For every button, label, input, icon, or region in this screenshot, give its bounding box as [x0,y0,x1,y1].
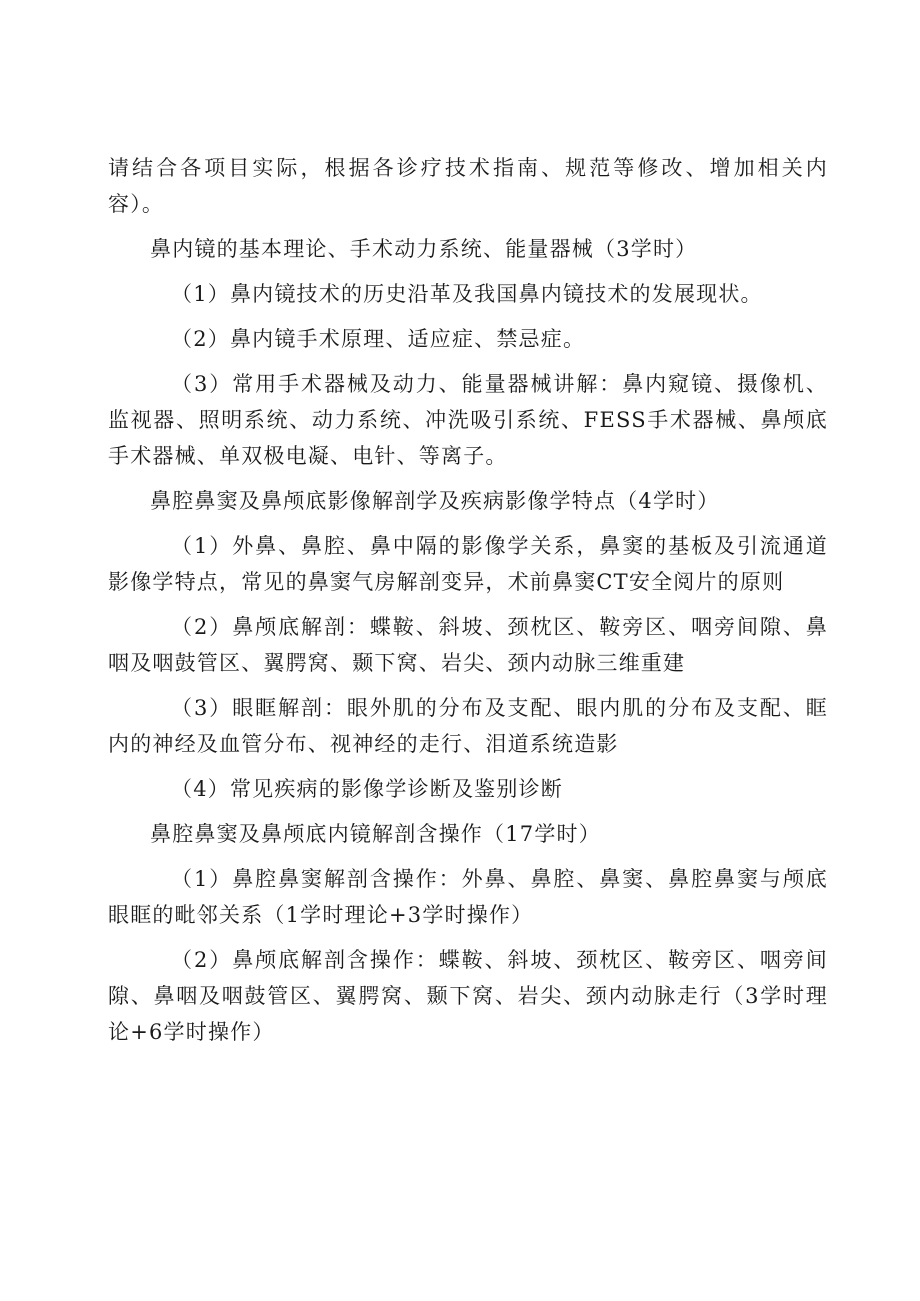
intro-continuation: 请结合各项目实际，根据各诊疗技术指南、规范等修改、增加相关内容）。 [108,156,828,216]
list-item: （4）常见疾病的影像学诊断及鉴别诊断 [171,777,563,801]
list-item: （2）鼻内镜手术原理、适应症、禁忌症。 [171,327,586,351]
list-item: （2）鼻颅底解剖含操作：蝶鞍、斜坡、颈枕区、鞍旁区、咽旁间隙、鼻咽及咽鼓管区、翼腭窝、颞下窝、岩尖、颈内动脉走行（3学时理论+6学时操作） [108,948,828,1044]
list-item: （3）常用手术器械及动力、能量器械讲解：鼻内窥镜、摄像机、监视器、照明系统、动力系统、冲洗吸引系统、FESS手术器械、鼻颅底手术器械、单双极电凝、电针、等离子。 [108,372,828,468]
document-body [108,150,828,1050]
list-item: （1）鼻腔鼻窦解剖含操作：外鼻、鼻腔、鼻窦、鼻腔鼻窦与颅底眼眶的毗邻关系（1学时理论+3学时操作） [108,867,828,927]
section-heading-endoscopic-dissection: 鼻腔鼻窦及鼻颅底内镜解剖含操作（17学时） [150,822,601,846]
section-heading-endoscope-basics: 鼻内镜的基本理论、手术动力系统、能量器械（3学时） [150,237,698,261]
section-heading-imaging-anatomy: 鼻腔鼻窦及鼻颅底影像解剖学及疾病影像学特点（4学时） [150,489,720,513]
list-item: （3）眼眶解剖：眼外肌的分布及支配、眼内肌的分布及支配、眶内的神经及血管分布、视神经的走行、泪道系统造影 [108,696,828,756]
list-item: （1）鼻内镜技术的历史沿革及我国鼻内镜技术的发展现状。 [171,282,763,306]
list-item: （2）鼻颅底解剖：蝶鞍、斜坡、颈枕区、鞍旁区、咽旁间隙、鼻咽及咽鼓管区、翼腭窝、颞下窝、岩尖、颈内动脉三维重建 [108,615,828,675]
list-item: （1）外鼻、鼻腔、鼻中隔的影像学关系，鼻窦的基板及引流通道影像学特点，常见的鼻窦气房解剖变异，术前鼻窦CT安全阅片的原则 [108,534,828,594]
